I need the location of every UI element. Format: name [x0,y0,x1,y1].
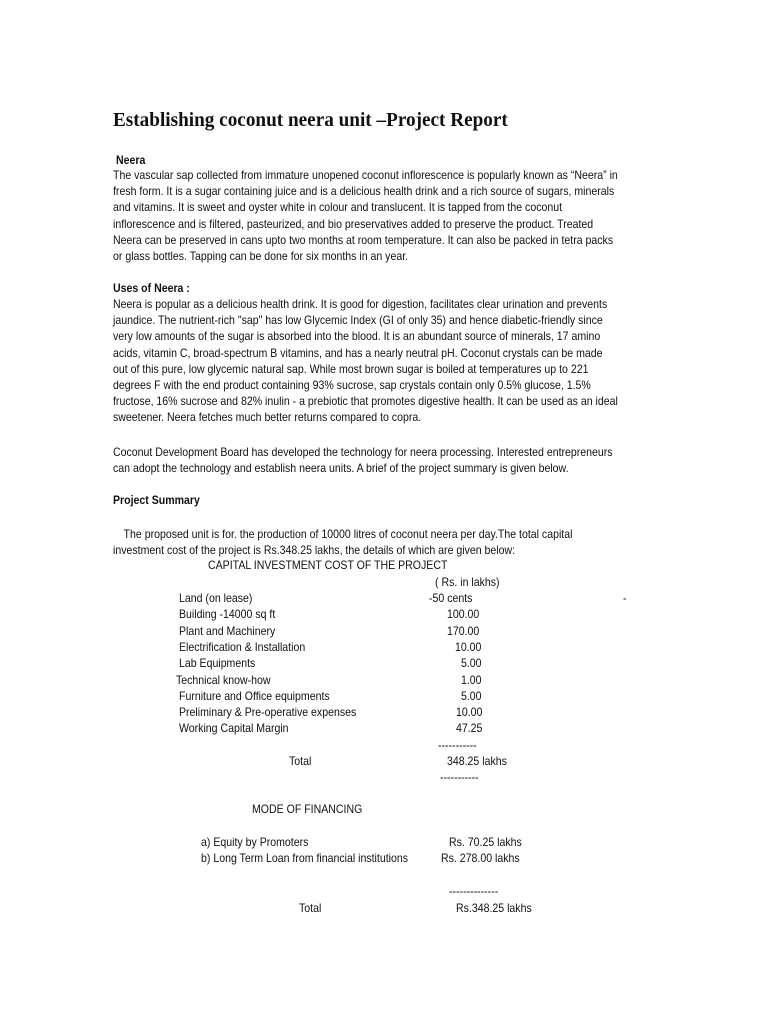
capital-row-extra: - [623,591,627,605]
paragraph-line: and vitamins. It is sweet and oyster white in colour and translucent. It is tapped from the coconut [113,200,563,215]
capital-row-label: Preliminary & Pre-operative expenses [179,705,357,719]
financing-rule: -------------- [449,884,499,898]
paragraph-line: Neera is popular as a delicious health drink. It is good for digestion, facilitates clear urination and prevents [113,297,608,311]
paragraph-line: or glass bottles. Tapping can be done for six months in an year. [113,249,409,264]
financing-row-value: Rs. 70.25 lakhs [449,835,522,849]
financing-row-label: b) Long Term Loan from financial institutions [201,851,409,865]
capital-row-value: 100.00 [447,607,480,621]
capital-unit: ( Rs. in lakhs) [435,575,500,589]
paragraph-line: sweetener. Neera fetches much better returns compared to copra. [113,410,422,425]
document-title: Establishing coconut neera unit –Project Report [113,109,508,131]
capital-heading: CAPITAL INVESTMENT COST OF THE PROJECT [208,558,448,572]
paragraph-line: jaundice. The nutrient-rich "sap" has low Glycemic Index (GI of only 35) and hence diabetic-friendly since [113,313,603,328]
capital-row-label: Building -14000 sq ft [179,607,276,621]
capital-row-label: Electrification & Installation [179,640,306,654]
paragraph-line: fresh form. It is a sugar containing juice and is a delicious health drink and a rich source of sugars, minerals [113,184,615,199]
capital-row-label: Working Capital Margin [179,721,289,735]
capital-row-value: 170.00 [447,624,480,638]
capital-row-value: 5.00 [461,689,482,703]
financing-heading: MODE OF FINANCING [252,802,363,816]
section-heading-summary: Project Summary [113,493,200,507]
paragraph-line: Coconut Development Board has developed the technology for neera processing. Interested entrepreneurs [113,445,613,459]
paragraph-line: can adopt the technology and establish neera units. A brief of the project summary is given below. [113,461,569,476]
capital-row-label: Lab Equipments [179,656,256,670]
paragraph-line: inflorescence and is filtered, pasteurized, and bio preservatives added to preserve the product. Treated [113,216,594,231]
capital-row-label: Plant and Machinery [179,624,276,638]
paragraph-line: degrees F with the end product containing 93% sucrose, sap crystals contain only 0.5% glucose, 1.5% [113,378,591,393]
financing-row-label: a) Equity by Promoters [201,835,309,849]
capital-row-label: Furniture and Office equipments [179,689,330,703]
paragraph-line: Neera can be preserved in cans upto two months at room temperature. It can also be packed in tetra packs [113,232,614,247]
financing-total-value: Rs.348.25 lakhs [456,901,532,915]
capital-row-label: Technical know-how [176,673,271,687]
paragraph-line: The vascular sap collected from immature unopened coconut inflorescence is popularly known as “Neera” in [113,168,618,182]
capital-row-value: 1.00 [461,673,482,687]
capital-row-value: 5.00 [461,656,482,670]
financing-total-label: Total [299,901,322,915]
paragraph-line: fructose, 16% sucrose and 82% inulin - a prebiotic that promotes digestive health. It can be used as an ideal [113,394,618,409]
paragraph-line: The proposed unit is for. the production of 10000 litres of coconut neera per day.The total capital [123,527,573,541]
paragraph-line: acids, vitamin C, broad-spectrum B vitamins, and has a nearly neutral pH. Coconut crystals can be made [113,345,603,360]
paragraph-cdb [113,444,655,476]
capital-total-value: 348.25 lakhs [447,754,507,768]
capital-rule-bottom: ----------- [440,770,479,784]
financing-row-value: Rs. 278.00 lakhs [441,851,520,865]
paragraph-line: out of this pure, low glycemic natural sap. While most brown sugar is boiled at temperatures up to 221 [113,361,589,376]
capital-row-value: 10.00 [456,705,483,719]
capital-total-label: Total [289,754,312,768]
paragraph-uses [113,296,655,426]
paragraph-neera [113,167,655,264]
capital-row-label: Land (on lease) [179,591,253,605]
paragraph-line: investment cost of the project is Rs.348.25 lakhs, the details of which are given below: [113,543,516,558]
capital-row-value: -50 cents [429,591,473,605]
capital-row-value: 47.25 [456,721,483,735]
capital-row-value: 10.00 [455,640,482,654]
section-heading-neera: Neera [116,153,146,167]
paragraph-line: very low amounts of the sugar is absorbed into the blood. It is an abundant source of minerals, 17 amino [113,329,601,344]
section-heading-uses: Uses of Neera : [113,281,190,295]
paragraph-summary [113,526,655,558]
capital-rule-top: ----------- [438,738,477,752]
